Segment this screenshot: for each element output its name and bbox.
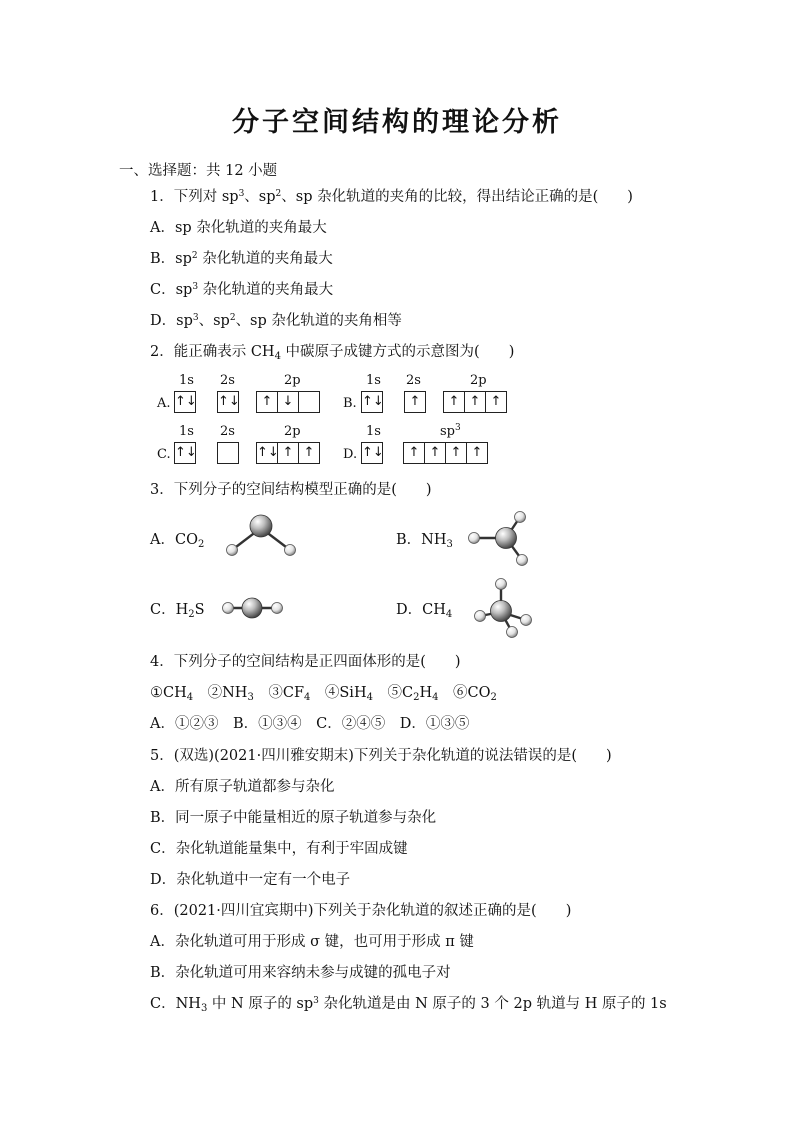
orbital-box-2s <box>217 442 239 464</box>
question-5-option-d[interactable]: D．杂化轨道中一定有一个电子 <box>150 872 351 888</box>
question-3-stem: 3．下列分子的空间结构模型正确的是( ) <box>150 482 432 498</box>
orbital-label-1s: 1s <box>179 373 194 388</box>
question-1-option-b[interactable]: B．$sp^2$ 杂化轨道的夹角最大 <box>150 251 333 267</box>
orbital-box-2p-1: ↑ <box>443 391 465 413</box>
question-3-option-a[interactable]: A．$CO_2$ <box>150 532 205 550</box>
nh3-model-image <box>466 508 532 570</box>
page-title: 分子空间结构的理论分析 <box>232 107 562 138</box>
question-4-options[interactable]: A．①②③ B．①③④ C．②④⑤ D．①③⑤ <box>150 716 470 732</box>
question-1-option-c[interactable]: C．$sp^3$ 杂化轨道的夹角最大 <box>150 282 334 298</box>
orbital-box-2p-3: ↑ <box>485 391 507 413</box>
orbital-box-sp3-1: ↑ <box>403 442 425 464</box>
question-6-stem: 6．(2021·四川宜宾期中)下列关于杂化轨道的叙述正确的是( ) <box>150 903 572 919</box>
orbital-box-2p-2: ↑ <box>277 442 299 464</box>
co2-bent-model-image <box>224 514 300 558</box>
question-6-option-b[interactable]: B．杂化轨道可用来容纳未参与成键的孤电子对 <box>150 965 451 981</box>
orbital-box-sp3-2: ↑ <box>424 442 446 464</box>
orbital-box-2p-1: ↑ <box>256 391 278 413</box>
orbital-box-2s: ↑↓ <box>217 391 239 413</box>
orbital-label-sp3: $sp^3$ <box>440 423 461 439</box>
orbital-label-2p: 2p <box>284 373 301 388</box>
orbital-label-2s: 2s <box>406 373 421 388</box>
ch4-tetrahedral-model-image <box>472 576 534 640</box>
question-1-option-a[interactable]: A．sp 杂化轨道的夹角最大 <box>150 220 327 236</box>
question-6-option-a[interactable]: A．杂化轨道可用于形成 σ 键，也可用于形成 π 键 <box>150 934 474 950</box>
question-4-stem: 4．下列分子的空间结构是正四面体形的是( ) <box>150 654 461 670</box>
orbital-label-2s: 2s <box>220 424 235 439</box>
orbital-box-2p-2: ↓ <box>277 391 299 413</box>
orbital-box-2s: ↑ <box>404 391 426 413</box>
option-letter: B. <box>343 396 357 411</box>
orbital-box-sp3-3: ↑ <box>445 442 467 464</box>
orbital-label-1s: 1s <box>366 373 381 388</box>
orbital-box-sp3-4: ↑ <box>466 442 488 464</box>
question-5-option-b[interactable]: B．同一原子中能量相近的原子轨道参与杂化 <box>150 810 437 826</box>
option-letter: A. <box>157 396 171 411</box>
orbital-label-1s: 1s <box>179 424 194 439</box>
option-letter: D. <box>343 447 358 462</box>
question-1-option-d[interactable]: D．$sp^3$、$sp^2$、sp 杂化轨道的夹角相等 <box>150 313 402 329</box>
question-3-option-d[interactable]: D．$CH_4$ <box>396 602 453 620</box>
orbital-label-2s: 2s <box>220 373 235 388</box>
orbital-label-2p: 2p <box>470 373 487 388</box>
question-5-option-c[interactable]: C．杂化轨道能量集中，有利于牢固成键 <box>150 841 408 857</box>
question-5-stem: 5．(双选)(2021·四川雅安期末)下列关于杂化轨道的说法错误的是( ) <box>150 748 612 764</box>
orbital-box-2p-3 <box>298 391 320 413</box>
h2s-linear-model-image <box>220 596 286 620</box>
orbital-label-1s: 1s <box>366 424 381 439</box>
question-2-stem: 2．能正确表示 $CH_4$ 中碳原子成键方式的示意图为( ) <box>150 344 515 362</box>
question-1-stem: 1．下列对 $sp^3$、$sp^2$、sp 杂化轨道的夹角的比较，得出结论正确的是( ) <box>150 189 633 205</box>
question-3-option-c[interactable]: C．$H_2S$ <box>150 602 205 620</box>
question-3-option-b[interactable]: B．$NH_3$ <box>396 532 453 550</box>
orbital-box-1s: ↑↓ <box>174 442 196 464</box>
orbital-label-2p: 2p <box>284 424 301 439</box>
orbital-box-2p-3: ↑ <box>298 442 320 464</box>
orbital-box-1s: ↑↓ <box>361 391 383 413</box>
orbital-box-2p-2: ↑ <box>464 391 486 413</box>
section-heading: 一、选择题：共 12 小题 <box>119 163 278 179</box>
option-letter: C. <box>157 447 171 462</box>
question-5-option-a[interactable]: A．所有原子轨道都参与杂化 <box>150 779 335 795</box>
orbital-box-2p-1: ↑↓ <box>256 442 278 464</box>
orbital-box-1s: ↑↓ <box>174 391 196 413</box>
question-4-substance-list: $①CH_4$ $②NH_3$ $③CF_4$ ④SiH$_4$ $⑤C_2H_4$ $⑥CO_2$ <box>150 685 497 703</box>
question-6-option-c[interactable]: C．$NH_3$ 中 N 原子的 $sp^3$ 杂化轨道是由 N 原子的 3 个 2p 轨道与 H 原子的 1s <box>150 996 667 1014</box>
orbital-box-1s: ↑↓ <box>361 442 383 464</box>
